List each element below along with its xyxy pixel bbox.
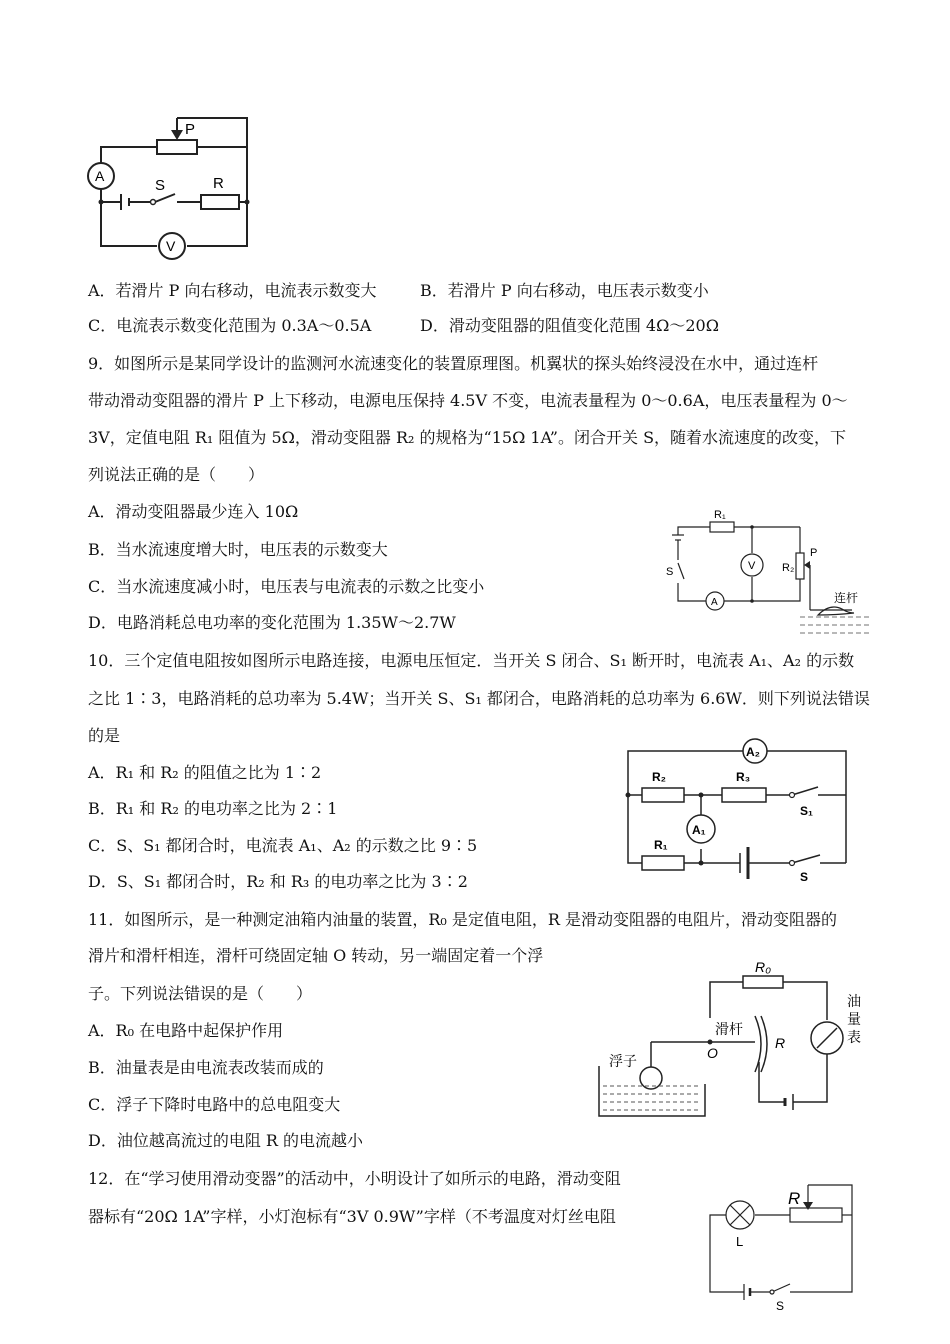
q12-stem-line-2: 器标有“20Ω 1A”字样，小灯泡标有“3V 0.9W”字样（不考温度对灯丝电阻 [88, 1207, 616, 1226]
q11-stem-line-2: 滑片和滑杆相连，滑杆可绕固定轴 O 转动，另一端固定着一个浮 [88, 946, 544, 965]
q10-label-A1: A₁ [692, 823, 706, 837]
q10-option-c: C．S、S₁ 都闭合时，电流表 A₁、A₂ 的示数之比 9∶5 [88, 836, 478, 855]
q9-label-A: A [711, 597, 718, 608]
q11-option-c: C．浮子下降时电路中的总电阻变大 [88, 1095, 341, 1114]
q11-label-float: 浮子 [609, 1053, 637, 1069]
q11-option-a: A．R₀ 在电路中起保护作用 [88, 1021, 284, 1040]
q9-option-b: B．当水流速度增大时，电压表的示数变大 [88, 540, 388, 559]
q10-option-d: D．S、S₁ 都闭合时，R₂ 和 R₃ 的电功率之比为 3∶2 [88, 872, 468, 891]
q8-option-c: C．电流表示数变化范围为 0.3A～0.5A [88, 316, 372, 335]
q8-option-d: D．滑动变阻器的阻值变化范围 4Ω～20Ω [420, 316, 719, 335]
q12-label-R: R [788, 1189, 801, 1208]
q10-stem-line-1: 10．三个定值电阻按如图所示电路连接，电源电压恒定．当开关 S 闭合、S₁ 断开时，电流表 A₁、A₂ 的示数 [88, 651, 855, 670]
q11-oil-gauge-figure [595, 958, 865, 1133]
q9-option-c: C．当水流速度减小时，电压表与电流表的示数之比变小 [88, 577, 485, 596]
q11-label-meter-3: 表 [847, 1029, 861, 1045]
q11-label-meter-2: 量 [847, 1011, 861, 1027]
q9-stem-line-3: 3V，定值电阻 R₁ 阻值为 5Ω，滑动变阻器 R₂ 的规格为“15Ω 1A”。闭合开关 S，随着水流速度的改变，下 [88, 428, 847, 447]
q11-stem-line-1: 11．如图所示，是一种测定油箱内油量的装置，R₀ 是定值电阻，R 是滑动变阻器的电阻片，滑动变阻器的 [88, 910, 838, 929]
q8-label-R: R [213, 175, 224, 192]
q8-label-S: S [155, 177, 166, 194]
q10-circuit-figure [622, 735, 854, 883]
q9-label-S: S [666, 566, 674, 578]
q9-option-d: D．电路消耗总电功率的变化范围为 1.35W～2.7W [88, 613, 456, 632]
q9-option-a: A．滑动变阻器最少连入 10Ω [88, 502, 299, 521]
q11-option-b: B．油量表是由电流表改装而成的 [88, 1058, 324, 1077]
q9-stem-line-2: 带动滑动变阻器的滑片 P 上下移动，电源电压保持 4.5V 不变，电流表量程为 0～0.6A，电压表量程为 0～ [88, 391, 848, 410]
q11-label-O: O [707, 1045, 718, 1061]
q8-circuit-figure [85, 110, 260, 265]
q10-stem-line-2: 之比 1∶3，电路消耗的总功率为 5.4W；当开关 S、S₁ 都闭合，电路消耗的总功率为 6.6W．则下列说法错误 [88, 689, 870, 708]
q8-option-b: B．若滑片 P 向右移动，电压表示数变小 [420, 281, 709, 300]
q12-label-S: S [776, 1299, 785, 1313]
q10-label-R1: R₁ [654, 838, 668, 852]
q9-label-R1: R₁ [714, 509, 726, 521]
q10-label-S: S [800, 870, 809, 883]
q10-label-S1: S₁ [800, 804, 813, 818]
q8-label-A: A [95, 168, 105, 184]
q10-stem-line-3: 的是 [88, 726, 121, 745]
q10-label-A2: A₂ [746, 745, 760, 759]
q10-option-b: B．R₁ 和 R₂ 的电功率之比为 2∶1 [88, 799, 338, 818]
q8-option-a: A．若滑片 P 向右移动，电流表示数变大 [88, 281, 377, 300]
q8-label-V: V [166, 238, 176, 254]
q9-stem-line-1: 9．如图所示是某同学设计的监测河水流速变化的装置原理图。机翼状的探头始终浸没在水中，通过连杆 [88, 354, 819, 373]
q11-label-meter-1: 油 [847, 993, 861, 1009]
q9-label-R2: R₂ [782, 562, 795, 574]
q9-label-rod: 连杆 [834, 591, 859, 605]
q9-label-V: V [748, 560, 756, 572]
q11-label-R: R [775, 1035, 786, 1051]
q11-option-d: D．油位越高流过的电阻 R 的电流越小 [88, 1131, 364, 1150]
q12-stem-line-1: 12．在“学习使用滑动变器”的活动中，小明设计了如所示的电路，滑动变阻 [88, 1169, 621, 1188]
q9-label-P: P [810, 547, 818, 559]
q10-option-a: A．R₁ 和 R₂ 的阻值之比为 1∶2 [88, 763, 322, 782]
q9-stem-line-4: 列说法正确的是（ ） [88, 465, 265, 484]
q10-label-R3: R₃ [736, 770, 751, 784]
q8-label-P: P [185, 121, 196, 138]
q12-label-L: L [736, 1234, 744, 1249]
q9-circuit-figure [660, 505, 875, 645]
q11-label-lever: 滑杆 [715, 1021, 743, 1037]
q11-label-R0: R₀ [755, 959, 772, 975]
q10-label-R2: R₂ [652, 770, 666, 784]
q12-circuit-figure [700, 1180, 860, 1315]
q11-stem-line-3: 子。下列说法错误的是（ ） [88, 984, 313, 1003]
